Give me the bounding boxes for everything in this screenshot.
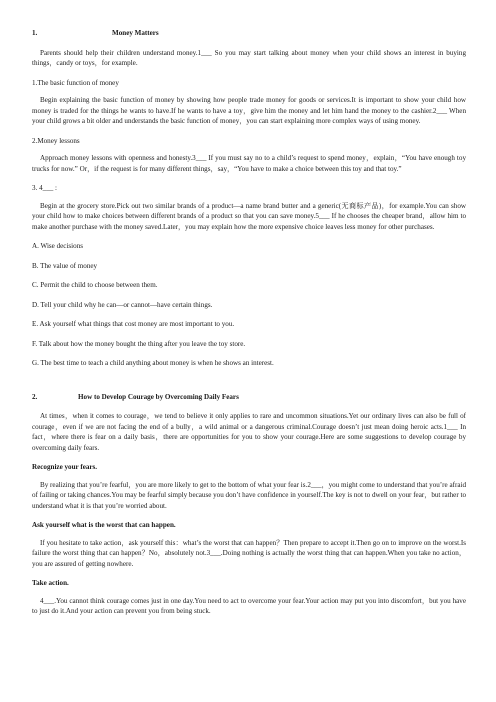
option-f: F. Talk about how the money bought the thing after you leave the toy store.: [32, 339, 246, 348]
section1-title-row: [32, 28, 466, 39]
section1-paragraph-2: Approach money lessons with openness and honesty.3___ If you must say no to a child’s request to spend money，explain，“You have enough toy trucks for now.” Or，if the request is for many different things，say，“You have to make a choice between this toy and that toy.”: [32, 154, 466, 173]
section-spacer: [32, 378, 466, 392]
option-c: C. Permit the child to choose between them.: [32, 281, 158, 289]
section2-heading-1: Recognize your fears.: [32, 463, 98, 471]
section1-heading-2: 2.Money lessons: [32, 136, 80, 145]
section2-number: 2.: [32, 392, 38, 401]
option-e: E. Ask yourself what things that cost money are most important to you.: [32, 320, 235, 328]
section1-intro: Parents should help their children understand money.1___ So you may start talking about money when your child shows an interest in buying things，candy or toys，for example.: [32, 48, 466, 67]
document-page: [32, 28, 466, 626]
option-d: D. Tell your child why he can—or cannot—have certain things.: [32, 300, 213, 309]
section1-paragraph-3: Begin at the grocery store.Pick out two similar brands of a product—a name brand butter and a generic(无商标产品)，for example.You can show your child how to make choices between different brands of a product so that you can save money.5___ If he chooses the cheaper brand，allow him to make another purchase with the money saved.Later，you may explain how the more expensive choice leaves less money for other purchases.: [32, 201, 466, 231]
section2-intro: At times，when it comes to courage，we tend to believe it only applies to rare and uncommon situations.Yet our ordinary lives can also be full of courage，even if we are not facing the end of a bully，a wild animal or a dangerous criminal.Courage doesn’t just mean doing heroic acts.1___ In fact，where there is fear on a daily basis，there are opportunities for you to show your courage.Here are some suggestions to develop courage by overcoming daily fears.: [32, 412, 466, 452]
section1-heading-3: 3. 4___ :: [32, 184, 58, 192]
section2-paragraph-3: 4___.You cannot think courage comes just in one day.You need to act to overcome your fear.Your action may put you into discomfort，but you have to just do it.And your action can prevent you from being stuck.: [32, 596, 466, 615]
option-a: A. Wise decisions: [32, 242, 84, 250]
section2-paragraph-2: If you hesitate to take action，ask yourself this：what’s the worst that can happen？Then prepare to accept it.Then go on to improve on the worst.Is failure the worst thing that can happen？No，absolutely not.3___.Doing nothing is actually the worst thing that can happen.When you take no action，you are assured of getting nowhere.: [32, 538, 466, 568]
section2-heading-2: Ask yourself what is the worst that can happen.: [32, 521, 176, 529]
section1-title: Money Matters: [112, 29, 159, 37]
section1-paragraph-1: Begin explaining the basic function of money by showing how people trade money for goods or services.It is important to show your child how money is traded for the things he wants to have.If he wants to have a toy，give him the money and let him hand the money to the cashier.2___ When your child grows a bit older and understands the basic function of money，you can start explaining more complex ways of using money.: [32, 96, 466, 125]
section1-heading-1: 1.The basic function of money: [32, 78, 119, 87]
option-g: G. The best time to teach a child anything about money is when he shows an interest.: [32, 359, 274, 367]
section2-heading-3: Take action.: [32, 579, 69, 587]
section2-title: How to Develop Courage by Overcoming Daily Fears: [78, 392, 239, 401]
section2-title-row: [32, 392, 466, 403]
section1-number: 1.: [32, 29, 38, 37]
section1-options: [32, 241, 466, 369]
option-b: B. The value of money: [32, 261, 98, 270]
section2-paragraph-1: By realizing that you’re fearful，you are more likely to get to the bottom of what your fear is.2___，you might come to understand that you’re afraid of failing or taking chances.You may be fearful simply because you don’t have confidence in yourself.The key is not to dwell on your fear，but rather to understand what it is that you’re worried about.: [32, 480, 466, 510]
